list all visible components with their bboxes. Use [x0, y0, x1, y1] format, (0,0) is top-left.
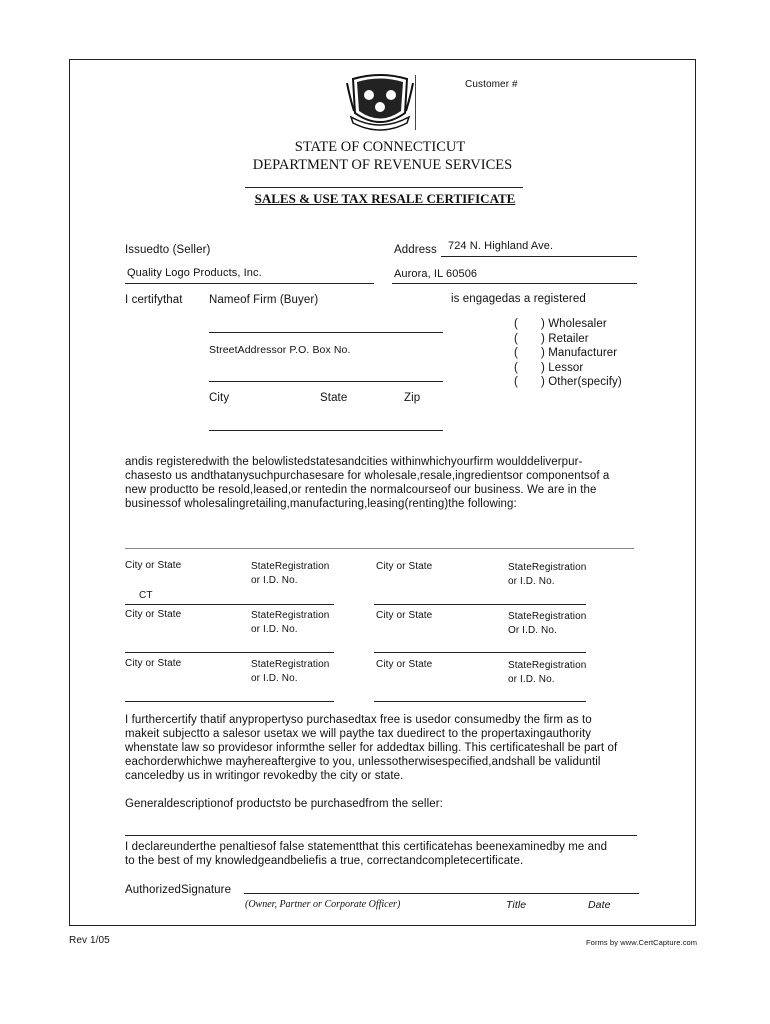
reg3-rule: [125, 652, 334, 653]
authorized-signature-label: AuthorizedSignature: [125, 884, 232, 896]
option-wholesaler[interactable]: ( ) Wholesaler: [514, 318, 607, 330]
option-lessor[interactable]: ( ) Lessor: [514, 361, 584, 374]
reg6-city-state-label: City or State: [376, 659, 433, 670]
street-address-rule: [209, 381, 443, 382]
reg3-state-reg-label: StateRegistration or I.D. No.: [251, 610, 330, 635]
option-other[interactable]: ( ) Other(specify): [514, 376, 622, 388]
firm-name-rule: [209, 332, 443, 333]
seller-name-rule: [125, 283, 374, 284]
reg1-city-state-label: City or State: [125, 560, 182, 571]
business-description-rule: [125, 548, 634, 549]
reg5-state-reg-label: StateRegistration or I.D. No.: [251, 659, 330, 684]
customer-number-label: Customer #: [465, 79, 518, 90]
reg5-city-state-label: City or State: [125, 658, 182, 669]
city-state-zip-rule: [209, 430, 443, 431]
option-retailer[interactable]: ( ) Retailer: [514, 332, 589, 345]
title-caption: Title: [506, 899, 527, 911]
certify-label: I certifythat: [125, 294, 183, 306]
further-certification-paragraph: I furthercertify thatif anypropertyso purchasedtax free is usedor consumedby the firm as to makeit subjectto a salesor usetax we will paythe tax duedirect to the propertaxingauthority whenstate law so providesor informthe seller for addedtax billing. This certificateshall be part of eachorderwhichwe mayhereaftergive to you, unlessotherwisespecified,andshall be validuntil canceledby us in writingor revokedby the city or state.: [125, 714, 618, 782]
city-label: City: [209, 392, 230, 404]
seller-address-line1[interactable]: 724 N. Highland Ave.: [448, 240, 554, 252]
registration-paragraph: andis registeredwith the belowlistedstatesandcities withinwhichyourfirm woulddeliverpur- chasesto us andthatanysuchpurchasesare for wholesale,resale,ingredientsor componentsof a new productto be resold,leased,or rentedin the normalcourseof our business. We are in the businessof wholesalingretailing,manufacturing,leasing(renting)the following:: [125, 456, 610, 510]
revision-label: Rev 1/05: [69, 935, 110, 946]
title-rule: [245, 187, 523, 188]
department-title: DEPARTMENT OF REVENUE SERVICES: [252, 157, 513, 173]
state-label: State: [320, 392, 348, 404]
reg4-state-reg-label: StateRegistration Or I.D. No.: [508, 611, 587, 636]
firm-name-label: Nameof Firm (Buyer): [209, 294, 319, 306]
signature-rule[interactable]: [244, 893, 639, 894]
engaged-label: is engagedas a registered: [451, 293, 586, 305]
address-label: Address: [394, 244, 437, 256]
reg1-entry-ct[interactable]: CT: [139, 590, 153, 601]
reg6-state-reg-label: StateRegistration or I.D. No.: [508, 660, 587, 685]
business-type-options: [514, 317, 622, 390]
form-title: SALES & USE TAX RESALE CERTIFICATE: [254, 191, 516, 206]
reg4-city-state-label: City or State: [376, 610, 433, 621]
general-description-label: Generaldescriptionof productsto be purchasedfrom the seller:: [125, 798, 443, 810]
date-caption: Date: [588, 899, 611, 911]
seal-divider: [415, 75, 416, 130]
reg3-city-state-label: City or State: [125, 609, 182, 620]
reg1-rule: [125, 604, 334, 605]
seller-name-field[interactable]: Quality Logo Products, Inc.: [127, 267, 262, 279]
address-line1-rule: [441, 256, 637, 257]
seller-address-line2[interactable]: Aurora, IL 60506: [394, 268, 478, 280]
zip-label: Zip: [404, 392, 421, 404]
state-title: STATE OF CONNECTICUT: [294, 139, 466, 155]
reg2-state-reg-label: StateRegistration or I.D. No.: [508, 562, 587, 587]
reg6-rule: [374, 701, 586, 702]
source-label: Forms by www.CertCapture.com: [586, 938, 698, 947]
reg2-rule: [374, 604, 586, 605]
owner-caption: (Owner, Partner or Corporate Officer): [245, 899, 401, 910]
issued-to-label: Issuedto (Seller): [125, 244, 211, 256]
street-address-label: StreetAddressor P.O. Box No.: [209, 344, 351, 356]
option-manufacturer[interactable]: ( ) Manufacturer: [514, 347, 618, 359]
reg2-city-state-label: City or State: [376, 561, 433, 572]
reg1-state-reg-label: StateRegistration or I.D. No.: [251, 561, 330, 586]
connecticut-seal-logo: [345, 73, 415, 133]
reg5-rule: [125, 701, 334, 702]
reg4-rule: [374, 652, 586, 653]
address-line2-rule: [392, 283, 637, 284]
declaration-paragraph: I declareunderthe penaltiesof false statementthat this certificatehas beenexaminedby me and to the best of my knowledgeandbeliefis a true, correctandcompletecertificate.: [125, 841, 608, 867]
general-description-rule: [125, 835, 637, 836]
